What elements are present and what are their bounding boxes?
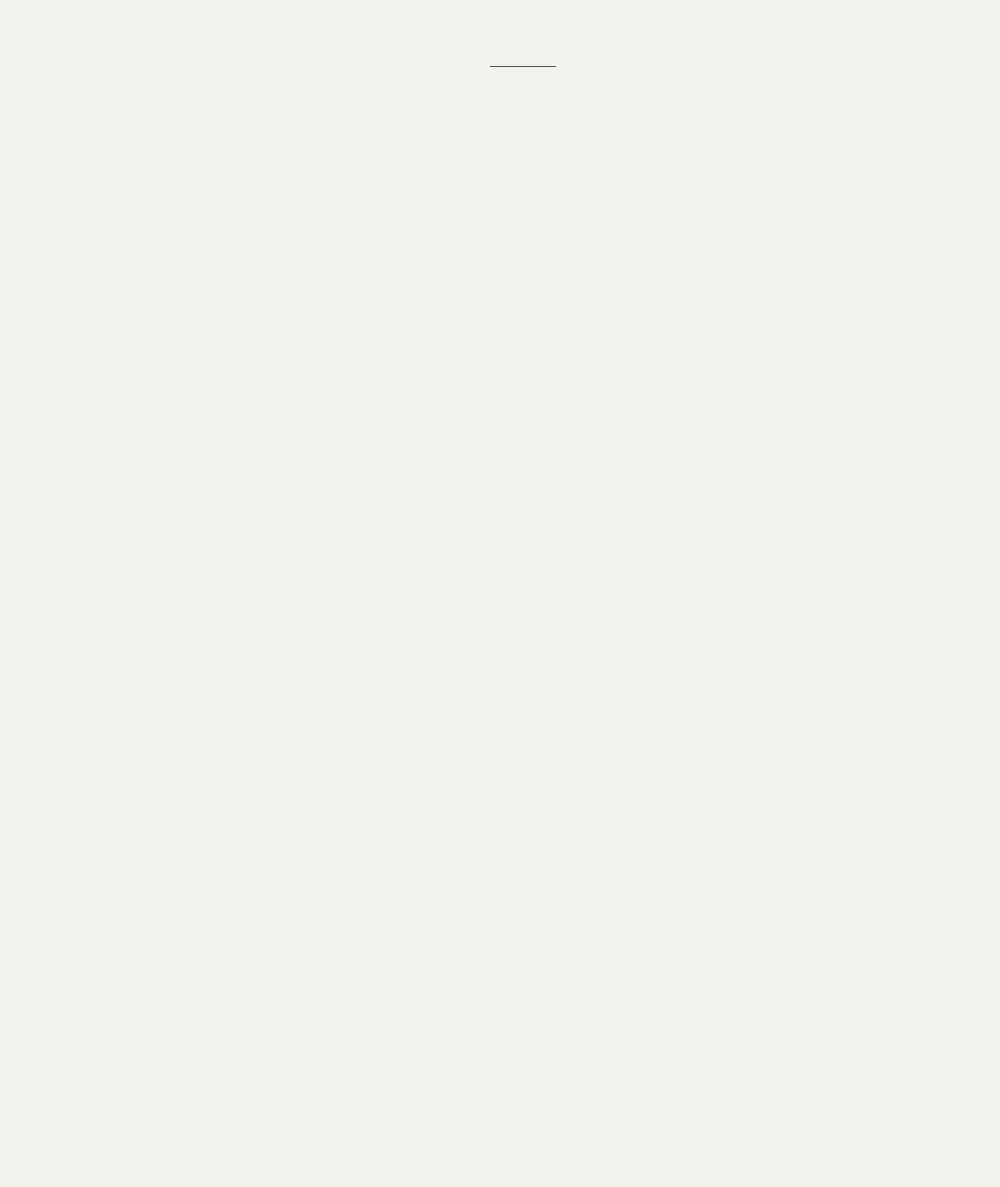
header-rule — [490, 66, 556, 67]
